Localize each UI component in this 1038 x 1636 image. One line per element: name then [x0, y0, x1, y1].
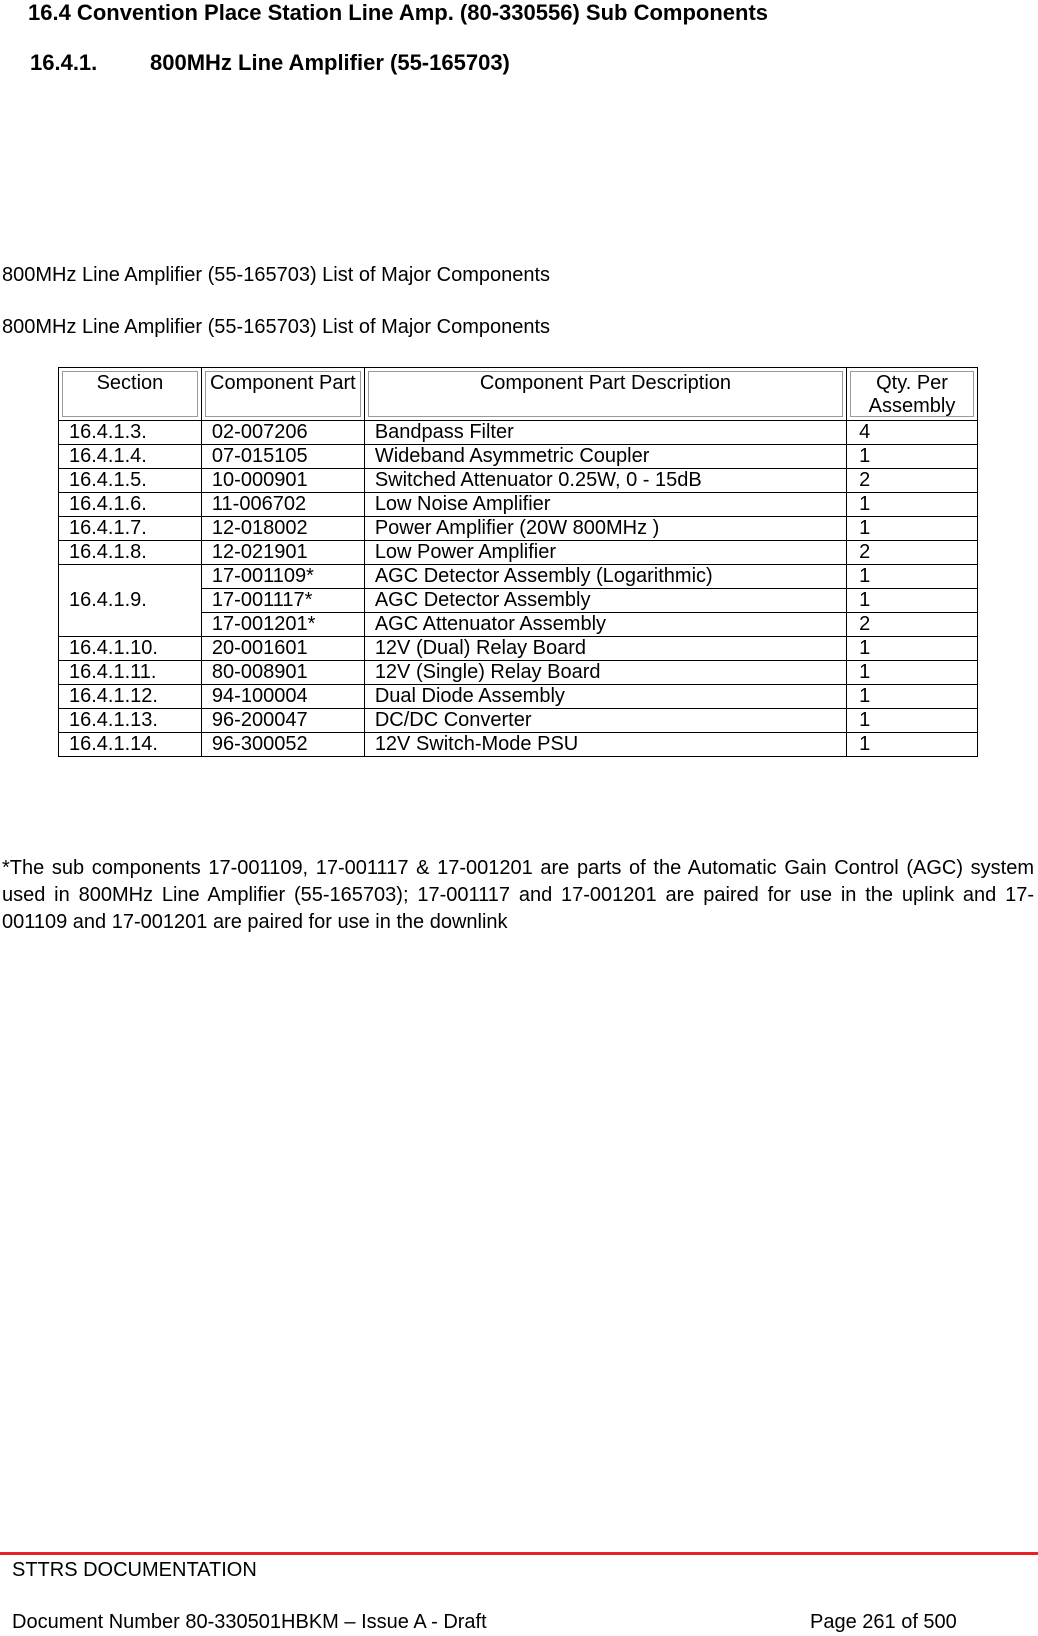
cell-part: 94-100004 — [201, 685, 364, 709]
cell-qty: 1 — [847, 661, 978, 685]
cell-section: 16.4.1.8. — [59, 541, 202, 565]
cell-description: Low Power Amplifier — [364, 541, 846, 565]
footer-document-number: Document Number 80-330501HBKM – Issue A - Draft — [12, 1611, 487, 1633]
cell-part: 12-021901 — [201, 541, 364, 565]
subsection-heading — [30, 50, 510, 76]
cell-section: 16.4.1.13. — [59, 709, 202, 733]
table-caption-repeat: 800MHz Line Amplifier (55-165703) List of Major Components — [2, 316, 551, 338]
cell-qty: 1 — [847, 565, 978, 589]
cell-part: 17-001117* — [201, 589, 364, 613]
table-row — [59, 565, 978, 589]
table-row — [59, 469, 978, 493]
footer-page-number: Page 261 of 500 — [810, 1611, 957, 1633]
footer-divider — [0, 1552, 1038, 1555]
table-row — [59, 493, 978, 517]
cell-description: AGC Detector Assembly — [364, 589, 846, 613]
table-row — [59, 709, 978, 733]
cell-description: 12V Switch-Mode PSU — [364, 733, 846, 757]
cell-description: Bandpass Filter — [364, 421, 846, 445]
cell-part: 17-001109* — [201, 565, 364, 589]
header-qty: Qty. Per Assembly — [847, 368, 978, 421]
components-table — [58, 367, 978, 757]
cell-part: 17-001201* — [201, 613, 364, 637]
cell-description: DC/DC Converter — [364, 709, 846, 733]
cell-part: 10-000901 — [201, 469, 364, 493]
table-caption: 800MHz Line Amplifier (55-165703) List of Major Components — [2, 264, 551, 286]
cell-section: 16.4.1.6. — [59, 493, 202, 517]
cell-description: 12V (Single) Relay Board — [364, 661, 846, 685]
cell-qty: 1 — [847, 709, 978, 733]
cell-description: Power Amplifier (20W 800MHz ) — [364, 517, 846, 541]
cell-qty: 2 — [847, 613, 978, 637]
cell-section: 16.4.1.11. — [59, 661, 202, 685]
cell-part: 11-006702 — [201, 493, 364, 517]
header-description: Component Part Description — [364, 368, 846, 421]
cell-description: Dual Diode Assembly — [364, 685, 846, 709]
cell-part: 20-001601 — [201, 637, 364, 661]
cell-section: 16.4.1.9. — [59, 565, 202, 637]
table-row — [59, 421, 978, 445]
cell-description: Low Noise Amplifier — [364, 493, 846, 517]
table-row — [59, 637, 978, 661]
cell-qty: 2 — [847, 469, 978, 493]
cell-part: 80-008901 — [201, 661, 364, 685]
cell-section: 16.4.1.5. — [59, 469, 202, 493]
cell-qty: 1 — [847, 589, 978, 613]
cell-section: 16.4.1.12. — [59, 685, 202, 709]
footer-title: STTRS DOCUMENTATION — [12, 1559, 257, 1581]
subsection-number: 16.4.1. — [30, 50, 98, 75]
cell-description: Wideband Asymmetric Coupler — [364, 445, 846, 469]
table-row — [59, 517, 978, 541]
table-header-row — [59, 368, 978, 421]
cell-description: AGC Attenuator Assembly — [364, 613, 846, 637]
cell-qty: 4 — [847, 421, 978, 445]
section-heading: 16.4 Convention Place Station Line Amp. (80-330556) Sub Components — [28, 0, 769, 25]
cell-description: 12V (Dual) Relay Board — [364, 637, 846, 661]
header-section: Section — [59, 368, 202, 421]
subsection-title: 800MHz Line Amplifier (55-165703) — [150, 50, 510, 75]
cell-section: 16.4.1.10. — [59, 637, 202, 661]
cell-part: 07-015105 — [201, 445, 364, 469]
cell-section: 16.4.1.3. — [59, 421, 202, 445]
table-row — [59, 685, 978, 709]
header-component-part: Component Part — [201, 368, 364, 421]
cell-qty: 1 — [847, 517, 978, 541]
cell-section: 16.4.1.4. — [59, 445, 202, 469]
cell-part: 12-018002 — [201, 517, 364, 541]
cell-qty: 2 — [847, 541, 978, 565]
table-row — [59, 445, 978, 469]
cell-part: 96-300052 — [201, 733, 364, 757]
table-row — [59, 661, 978, 685]
table-row — [59, 541, 978, 565]
cell-part: 02-007206 — [201, 421, 364, 445]
cell-part: 96-200047 — [201, 709, 364, 733]
cell-section: 16.4.1.7. — [59, 517, 202, 541]
cell-qty: 1 — [847, 445, 978, 469]
footnote-paragraph: *The sub components 17-001109, 17-001117 & 17-001201 are parts of the Automatic Gain Control (AGC) system used in 800MHz Line Amplifier (55-165703); 17-001117 and 17-001201 are paired for use in the uplink and 17-001109 and 17-001201 are paired for use in the downlink — [2, 857, 1034, 933]
cell-description: Switched Attenuator 0.25W, 0 - 15dB — [364, 469, 846, 493]
table-row — [59, 733, 978, 757]
cell-section: 16.4.1.14. — [59, 733, 202, 757]
cell-qty: 1 — [847, 637, 978, 661]
cell-description: AGC Detector Assembly (Logarithmic) — [364, 565, 846, 589]
cell-qty: 1 — [847, 733, 978, 757]
cell-qty: 1 — [847, 493, 978, 517]
cell-qty: 1 — [847, 685, 978, 709]
